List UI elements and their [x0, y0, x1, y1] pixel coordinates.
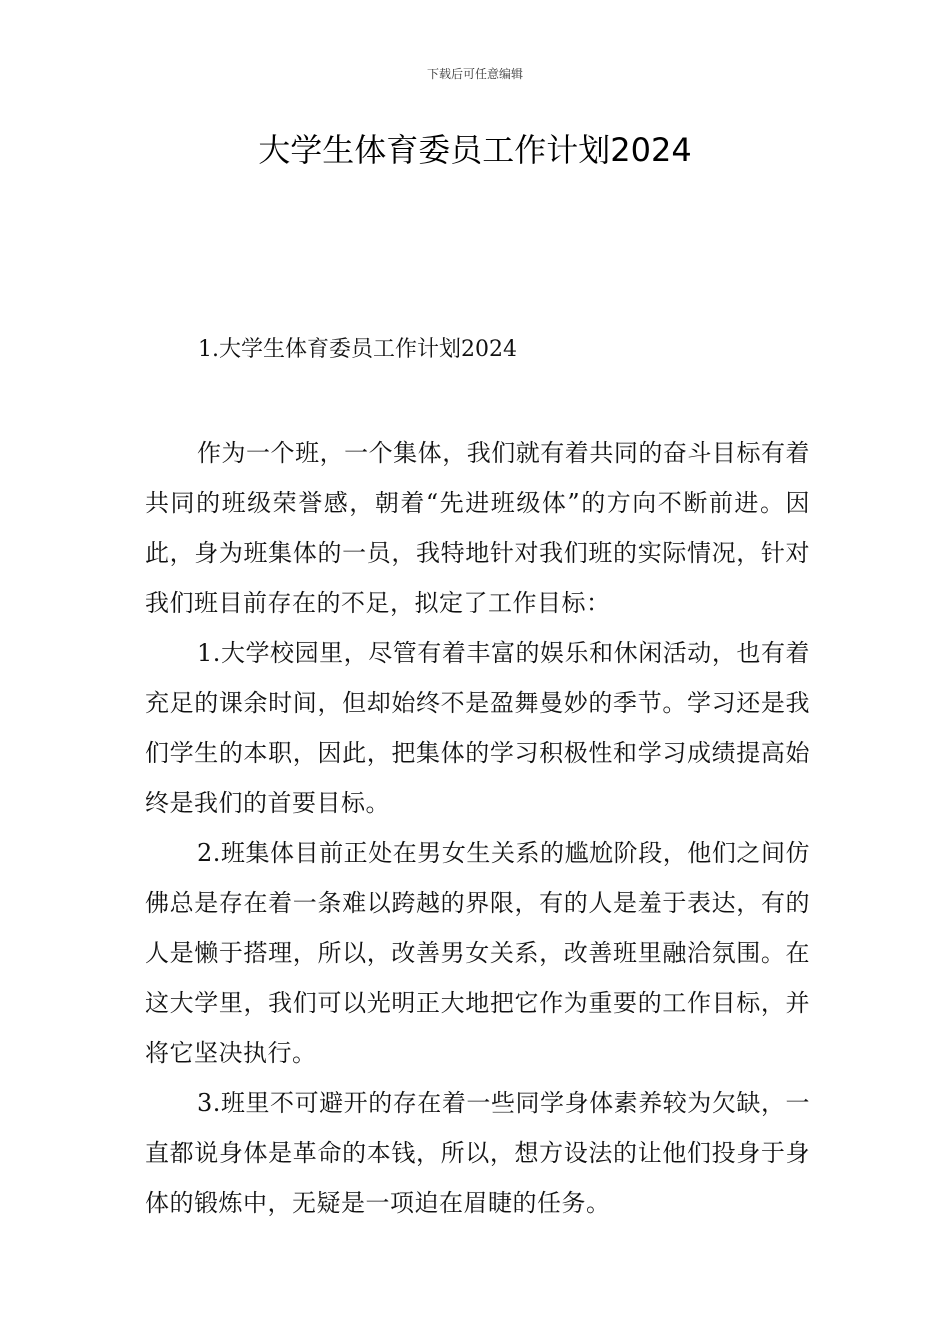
- header-note: 下载后可任意编辑: [426, 67, 523, 81]
- paragraph-item-2: 2.班集体目前正处在男女生关系的尴尬阶段，他们之间仿佛总是存在着一条难以跨越的界限，有的人是羞于表达，有的人是懒于搭理，所以，改善男女关系，改善班里融洽氛围。在这大学里，我们可以光明正大地把它作为重要的工作目标，并将它坚决执行。: [145, 839, 810, 1067]
- body-text: [145, 428, 810, 1228]
- paragraph-item-1: 1.大学校园里，尽管有着丰富的娱乐和休闲活动，也有着充足的课余时间，但却始终不是盈舞曼妙的季节。学习还是我们学生的本职，因此，把集体的学习积极性和学习成绩提高始终是我们的首要目标。: [145, 639, 810, 817]
- document-title: 大学生体育委员工作计划2024: [258, 131, 692, 169]
- paragraph-intro: 作为一个班，一个集体，我们就有着共同的奋斗目标有着共同的班级荣誉感，朝着“先进班级体”的方向不断前进。因此，身为班集体的一员，我特地针对我们班的实际情况，针对我们班目前存在的不足，拟定了工作目标：: [145, 439, 810, 617]
- paragraph-item-3: 3.班里不可避开的存在着一些同学身体素养较为欠缺，一直都说身体是革命的本钱，所以，想方设法的让他们投身于身体的锻炼中，无疑是一项迫在眉睫的任务。: [145, 1089, 810, 1217]
- section-heading: 1.大学生体育委员工作计划2024: [198, 337, 517, 362]
